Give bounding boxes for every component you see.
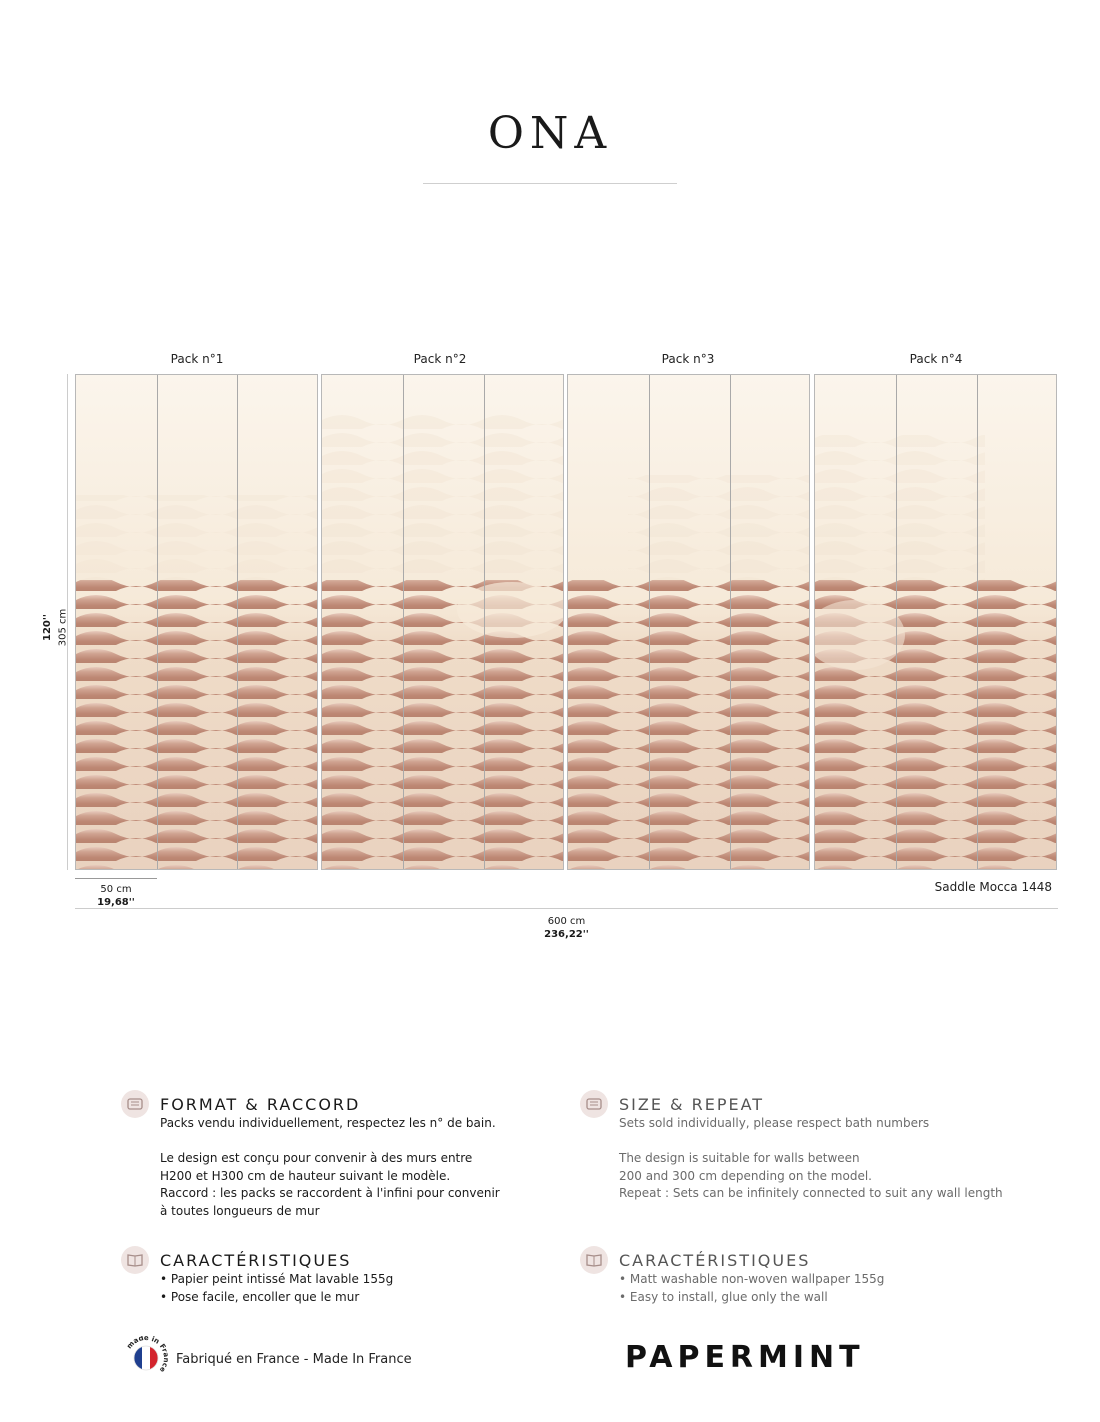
strip-seam	[484, 375, 485, 869]
colorway-label: Saddle Mocca 1448	[934, 880, 1052, 894]
strip-seam	[403, 375, 404, 869]
en-characteristics-heading: CARACTÉRISTIQUES	[619, 1251, 811, 1270]
en-format-body: Sets sold individually, please respect bath numbers The design is suitable for walls between 200 and 300 cm depending on the model. Repeat : Sets can be infinitely connected to suit any wall length	[619, 1116, 1003, 1200]
strip-seam	[730, 375, 731, 869]
pack-panel-1	[75, 374, 318, 870]
pack-label-1: Pack n°1	[170, 352, 224, 366]
strip-seam	[977, 375, 978, 869]
pack-panel-3	[567, 374, 810, 870]
product-title: ONA	[487, 108, 613, 159]
strip-width-line	[75, 878, 157, 879]
book-icon	[121, 1246, 149, 1274]
strip-width-cm: 50 cm	[100, 884, 132, 895]
fr-characteristics-body: • Papier peint intissé Mat lavable 155g • Pose facile, encoller que le mur	[160, 1272, 394, 1304]
title-divider	[423, 183, 677, 184]
pack-label-4: Pack n°4	[909, 352, 963, 366]
height-inches: 120''	[42, 614, 53, 641]
brand-logo: PAPERMINT	[625, 1340, 865, 1375]
pack-panel-2	[321, 374, 564, 870]
height-cm: 305 cm	[57, 608, 69, 647]
roll-icon	[121, 1090, 149, 1118]
pack-panel-4	[814, 374, 1057, 870]
fr-characteristics-heading: CARACTÉRISTIQUES	[160, 1251, 352, 1270]
fr-format-heading: FORMAT & RACCORD	[160, 1095, 361, 1114]
en-characteristics-body: • Matt washable non-woven wallpaper 155g • Easy to install, glue only the wall	[619, 1272, 885, 1304]
pack-label-2: Pack n°2	[413, 352, 467, 366]
strip-seam	[157, 375, 158, 869]
total-width-cm: 600 cm	[547, 916, 586, 927]
book-icon	[580, 1246, 608, 1274]
en-format-heading: SIZE & REPEAT	[619, 1095, 765, 1114]
total-width-inches: 236,22''	[544, 929, 589, 940]
strip-seam	[237, 375, 238, 869]
strip-seam	[649, 375, 650, 869]
french-flag-icon	[124, 1336, 168, 1380]
strip-width-inches: 19,68''	[97, 897, 135, 908]
roll-icon	[580, 1090, 608, 1118]
wallpaper-mural-preview	[75, 374, 1058, 870]
strip-seam	[896, 375, 897, 869]
total-width-line	[75, 908, 1058, 909]
made-in-france-text: Fabriqué en France - Made In France	[176, 1352, 412, 1367]
pack-label-3: Pack n°3	[661, 352, 715, 366]
fr-format-body: Packs vendu individuellement, respectez les n° de bain. Le design est conçu pour convenir à des murs entre H200 et H300 cm de hauteur suivant le modèle. Raccord : les packs se raccordent à l'infini pour convenir à toutes longueurs de mur	[160, 1116, 500, 1218]
badge-text: made in Fr e	[125, 1336, 168, 1374]
